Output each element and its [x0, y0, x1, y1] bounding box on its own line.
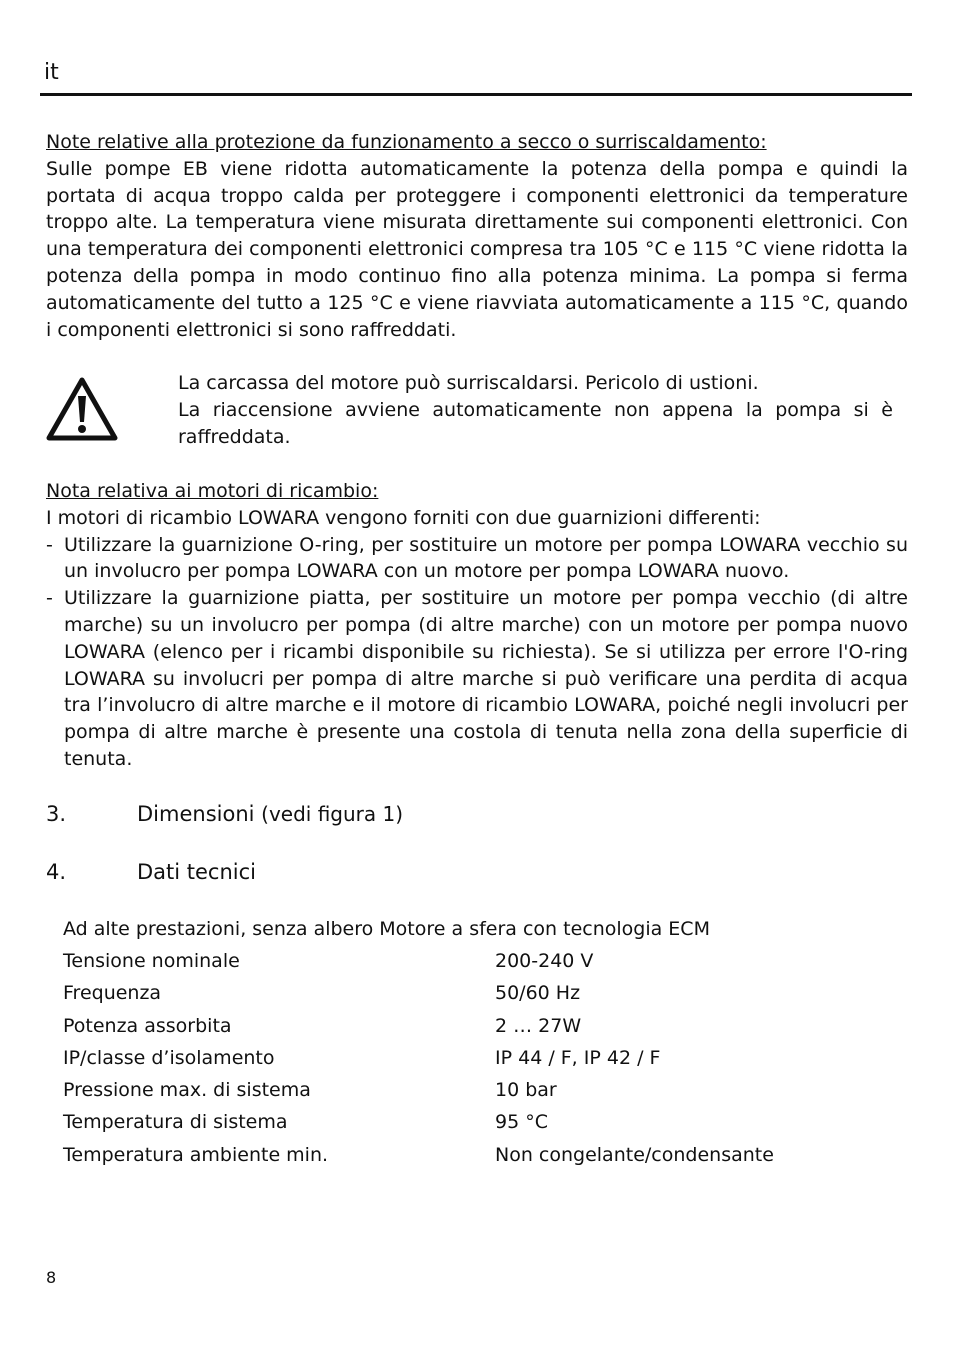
spec-value: 10 bar — [495, 1079, 557, 1102]
section-title: Dati tecnici — [137, 860, 257, 884]
section-number: 4. — [46, 860, 67, 884]
spec-label: Temperatura ambiente min. — [63, 1143, 329, 1166]
table-row — [63, 1011, 903, 1043]
section-subtitle: (vedi figura 1) — [261, 802, 404, 826]
page-number: 8 — [46, 1268, 57, 1287]
section-number: 3. — [46, 802, 67, 826]
table-row — [63, 978, 903, 1010]
table-row — [63, 946, 903, 978]
spec-value: 50/60 Hz — [495, 982, 581, 1005]
dry-run-note-body: Sulle pompe EB viene ridotta automaticamente la potenza della pompa e quindi la portata di acqua troppo calda per proteggere i componenti elettronici da temperature troppo alte. La temperatura viene misurata direttamente sui componenti elettronici. Con una temperatura dei componenti elettronici compresa tra 105 °C e 115 °C viene ridotta la potenza della pompa in modo continuo fino alla potenza minima. La pompa si ferma automaticamente del tutto a 125 °C e viene riavviata automaticamente a 115 °C, quando i componenti elettronici si sono raffreddati. — [46, 157, 908, 341]
table-row — [63, 1043, 903, 1075]
spec-value: Non congelante/condensante — [495, 1143, 774, 1166]
dry-run-note — [46, 129, 908, 343]
list-item-text: Utilizzare la guarnizione piatta, per sostituire un motore per pompa vecchio (di altre marche) su un involucro per pompa (di altre marche) con un motore per pompa nuovo LOWARA (elenco per i ricambi disponibile su richiesta). Se si utilizza per errore l'O-ring LOWARA su involucri per pompa di altre marche si può verificare una perdita di acqua tra l’involucro di altre marche e il motore di ricambio LOWARA, poiché negli involucri per pompa di altre marche è presente una costola di tenuta nella zona della superficie di tenuta. — [64, 587, 908, 770]
table-row — [63, 1107, 903, 1139]
warning-text — [178, 370, 893, 451]
spare-motors-note — [46, 478, 908, 773]
list-item-text: Utilizzare la guarnizione O-ring, per sostituire un motore per pompa LOWARA vecchio su un involucro per pompa LOWARA con un motore per pompa LOWARA nuovo. — [64, 533, 908, 583]
warning-triangle-icon — [46, 376, 118, 442]
dry-run-note-title: Note relative alla protezione da funzionamento a secco o surriscaldamento: — [46, 131, 767, 153]
spec-label: Temperatura di sistema — [63, 1111, 288, 1134]
header-rule — [40, 93, 912, 96]
warning-line-2: La riaccensione avviene automaticamente non appena la pompa si è raffreddata. — [178, 399, 893, 448]
list-item: - Utilizzare la guarnizione O-ring, per sostituire un motore per pompa LOWARA vecchio su un involucro per pompa LOWARA con un motore per pompa LOWARA nuovo. — [46, 533, 908, 583]
spec-intro: Ad alte prestazioni, senza albero Motore a sfera con tecnologia ECM — [63, 918, 710, 940]
spec-table — [63, 914, 903, 1172]
section-title: Dimensioni — [137, 802, 255, 826]
spare-motors-intro: I motori di ricambio LOWARA vengono forniti con due guarnizioni differenti: — [46, 506, 761, 529]
spec-label: Tensione nominale — [63, 950, 240, 972]
warning-line-1: La carcassa del motore può surriscaldarsi. Pericolo di ustioni. — [178, 372, 759, 394]
spec-value: 200-240 V — [495, 950, 594, 972]
spec-value: 2 … 27W — [495, 1014, 582, 1037]
spec-label: Pressione max. di sistema — [63, 1079, 311, 1102]
spec-label: Potenza assorbita — [63, 1014, 232, 1037]
spec-label: Frequenza — [63, 982, 162, 1005]
table-row — [63, 1075, 903, 1107]
table-row — [63, 1140, 903, 1172]
spec-value: IP 44 / F, IP 42 / F — [495, 1046, 661, 1069]
spec-label: IP/classe d’isolamento — [63, 1046, 275, 1069]
spec-value: 95 °C — [495, 1111, 548, 1134]
spare-motors-title: Nota relativa ai motori di ricambio: — [46, 480, 379, 502]
list-item: - Utilizzare la guarnizione piatta, per sostituire un motore per pompa vecchio (di altre marche) su un involucro per pompa (di altre marche) con un motore per pompa nuovo LOWARA (elenco per i ricambi disponibile su richiesta). Se si utilizza per errore l'O-ring LOWARA su involucri per pompa di altre marche si può verificare una perdita di acqua tra l’involucro di altre marche e il motore di ricambio LOWARA, poiché negli involucri per pompa di altre marche è presente una costola di tenuta nella zona della superficie di tenuta. — [46, 587, 908, 770]
language-tag: it — [44, 60, 59, 85]
